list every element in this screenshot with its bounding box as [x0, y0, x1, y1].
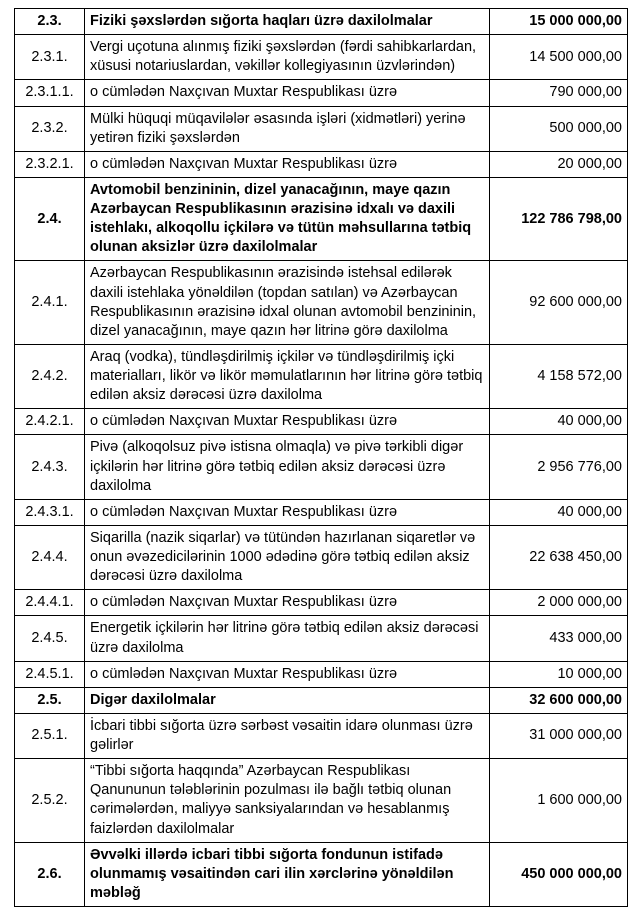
- row-amount: 92 600 000,00: [490, 261, 628, 345]
- row-amount: 32 600 000,00: [490, 687, 628, 713]
- table-row: [15, 713, 628, 758]
- row-amount: 22 638 450,00: [490, 525, 628, 589]
- row-description: Əvvəlki illərdə icbari tibbi sığorta fondunun istifadə olunmamış vəsaitindən cari ilin xərclərinə yönəldilən məbləğ: [85, 842, 490, 906]
- table-row: [15, 80, 628, 106]
- table-row: [15, 344, 628, 408]
- table-row: [15, 661, 628, 687]
- row-description: “Tibbi sığorta haqqında” Azərbaycan Respublikası Qanununun tələblərinin pozulması ilə bağlı tətbiq olunan cərimələrdən, maliyyə sanksiyalarından və hesablanmış faizlərdən daxilolmalar: [85, 759, 490, 843]
- row-description: Pivə (alkoqolsuz pivə istisna olmaqla) və pivə tərkibli digər içkilərin hər litrinə görə tətbiq edilən aksiz dərəcəsi üzrə daxilolma: [85, 435, 490, 499]
- row-code: 2.4.3.1.: [15, 499, 85, 525]
- row-code: 2.3.2.1.: [15, 151, 85, 177]
- row-code: 2.4.5.: [15, 616, 85, 661]
- row-description: Avtomobil benzininin, dizel yanacağının, maye qazın Azərbaycan Respublikasının ərazisinə idxalı və daxili istehlakı, alkoqollu içkilərə və tütün məhsullarına tətbiq olunan aksizlər üzrə daxilolmalar: [85, 177, 490, 261]
- row-amount: 10 000,00: [490, 661, 628, 687]
- row-amount: 2 000 000,00: [490, 590, 628, 616]
- row-description: Araq (vodka), tündləşdirilmiş içkilər və tündləşdirilmiş içki materialları, likör və likör məmulatlarının hər litrinə görə tətbiq edilən aksiz dərəcəsi üzrə daxilolma: [85, 344, 490, 408]
- row-code: 2.3.: [15, 9, 85, 35]
- row-amount: 20 000,00: [490, 151, 628, 177]
- table-row: [15, 435, 628, 499]
- row-code: 2.4.4.1.: [15, 590, 85, 616]
- row-amount: 15 000 000,00: [490, 9, 628, 35]
- table-row: [15, 687, 628, 713]
- row-amount: 1 600 000,00: [490, 759, 628, 843]
- row-code: 2.5.2.: [15, 759, 85, 843]
- table-row: [15, 151, 628, 177]
- table-row: [15, 35, 628, 80]
- row-code: 2.4.5.1.: [15, 661, 85, 687]
- row-description: Azərbaycan Respublikasının ərazisində istehsal edilərək daxili istehlaka yönəldilən (topdan satılan) və Azərbaycan Respublikasının ərazisinə idxal olunan avtomobil benzininin, dizel yanacağının, maye qazın hər litrinə görə daxilolma: [85, 261, 490, 345]
- revenue-table: [14, 8, 628, 907]
- row-code: 2.5.: [15, 687, 85, 713]
- row-code: 2.4.4.: [15, 525, 85, 589]
- row-code: 2.3.1.: [15, 35, 85, 80]
- row-amount: 14 500 000,00: [490, 35, 628, 80]
- table-row: [15, 616, 628, 661]
- row-description: Siqarilla (nazik siqarlar) və tütündən hazırlanan siqaretlər və onun əvəzedicilərinin 1000 ədədinə görə tətbiq edilən aksiz dərəcəsi üzrə daxilolma: [85, 525, 490, 589]
- row-code: 2.5.1.: [15, 713, 85, 758]
- row-amount: 500 000,00: [490, 106, 628, 151]
- row-description: o cümlədən Naxçıvan Muxtar Respublikası üzrə: [85, 80, 490, 106]
- row-description: o cümlədən Naxçıvan Muxtar Respublikası üzrə: [85, 590, 490, 616]
- row-description: o cümlədən Naxçıvan Muxtar Respublikası üzrə: [85, 661, 490, 687]
- row-amount: 2 956 776,00: [490, 435, 628, 499]
- row-amount: 40 000,00: [490, 499, 628, 525]
- table-row: [15, 261, 628, 345]
- row-code: 2.3.2.: [15, 106, 85, 151]
- row-code: 2.4.2.: [15, 344, 85, 408]
- row-amount: 790 000,00: [490, 80, 628, 106]
- row-amount: 433 000,00: [490, 616, 628, 661]
- row-code: 2.3.1.1.: [15, 80, 85, 106]
- row-code: 2.4.3.: [15, 435, 85, 499]
- table-row: [15, 590, 628, 616]
- table-row: [15, 499, 628, 525]
- row-amount: 450 000 000,00: [490, 842, 628, 906]
- table-row: [15, 842, 628, 906]
- row-code: 2.4.2.1.: [15, 409, 85, 435]
- table-row: [15, 9, 628, 35]
- row-description: Fiziki şəxslərdən sığorta haqları üzrə daxilolmalar: [85, 9, 490, 35]
- table-row: [15, 409, 628, 435]
- row-description: o cümlədən Naxçıvan Muxtar Respublikası üzrə: [85, 409, 490, 435]
- row-description: Mülki hüquqi müqavilələr əsasında işləri (xidmətləri) yerinə yetirən fiziki şəxslərdən: [85, 106, 490, 151]
- table-row: [15, 525, 628, 589]
- row-code: 2.4.: [15, 177, 85, 261]
- row-code: 2.6.: [15, 842, 85, 906]
- table-row: [15, 759, 628, 843]
- row-amount: 4 158 572,00: [490, 344, 628, 408]
- row-description: Vergi uçotuna alınmış fiziki şəxslərdən (fərdi sahibkarlardan, xüsusi notariuslardan, vəkillər kollegiyasının üzvlərindən): [85, 35, 490, 80]
- row-amount: 40 000,00: [490, 409, 628, 435]
- row-description: Energetik içkilərin hər litrinə görə tətbiq edilən aksiz dərəcəsi üzrə daxilolma: [85, 616, 490, 661]
- row-description: o cümlədən Naxçıvan Muxtar Respublikası üzrə: [85, 499, 490, 525]
- row-code: 2.4.1.: [15, 261, 85, 345]
- row-description: o cümlədən Naxçıvan Muxtar Respublikası üzrə: [85, 151, 490, 177]
- table-row: [15, 177, 628, 261]
- row-amount: 122 786 798,00: [490, 177, 628, 261]
- revenue-table-body: [15, 9, 628, 907]
- table-row: [15, 106, 628, 151]
- row-amount: 31 000 000,00: [490, 713, 628, 758]
- row-description: İcbari tibbi sığorta üzrə sərbəst vəsaitin idarə olunması üzrə gəlirlər: [85, 713, 490, 758]
- row-description: Digər daxilolmalar: [85, 687, 490, 713]
